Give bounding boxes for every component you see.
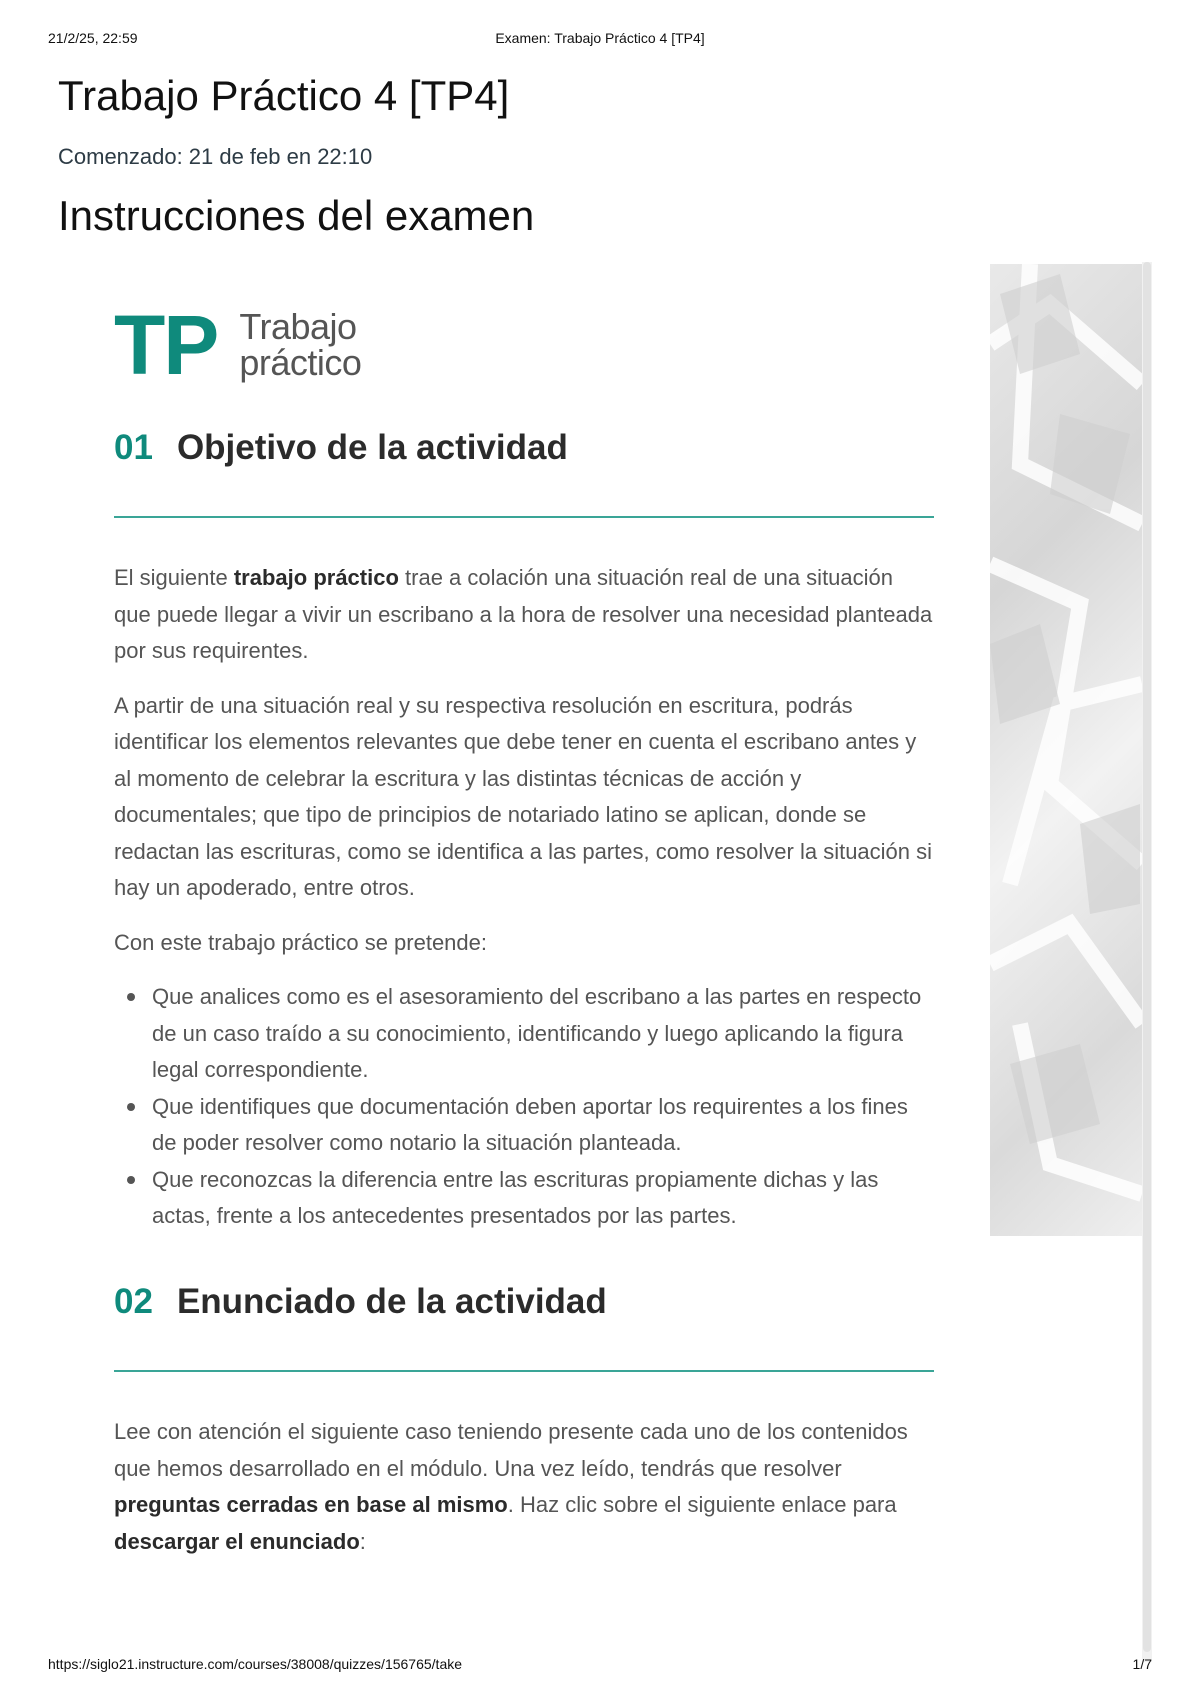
tp-logo-mark: TP xyxy=(114,298,218,392)
objetivo-bullet-list xyxy=(114,979,934,1235)
scrollbar-thumb[interactable] xyxy=(1143,262,1151,1652)
objetivo-paragraph-2: A partir de una situación real y su respectiva resolución en escritura, podrás identificar los elementos relevantes que debe tener en cuenta el escribano antes y al momento de celebrar la escritura y las distintas técnicas de acción y documentales; que tipo de principios de notariado latino se aplican, donde se redactan las escrituras, como se identifica a las partes, como resolver la situación si hay un apoderado, entre otros. xyxy=(114,692,933,900)
instructions-content xyxy=(114,298,934,1554)
tp-logo-text xyxy=(239,306,362,383)
section-title-text: Objetivo de la actividad xyxy=(176,428,568,467)
section-objetivo-title xyxy=(114,428,934,476)
page-title: Trabajo Práctico 4 [TP4] xyxy=(58,72,510,119)
instructions-heading: Instrucciones del examen xyxy=(58,192,535,239)
print-page-number: 1/7 xyxy=(1132,1656,1152,1672)
section-number: 01 xyxy=(114,428,153,467)
print-footer xyxy=(48,1656,1152,1676)
enunciado-paragraph: Lee con atención el siguiente caso teniendo presente cada uno de los contenidos que hemos desarrollado en el módulo. Una vez leído, tendrás que resolver preguntas cerradas en base al mismo. Haz clic sobre el siguiente enlace para descargar el enunciado: xyxy=(114,1419,908,1554)
section-enunciado-title xyxy=(114,1282,934,1330)
print-header xyxy=(48,30,1152,50)
section-number: 02 xyxy=(114,1282,153,1321)
started-value: 21 de feb en 22:10 xyxy=(188,144,373,169)
tp-logo-line2: práctico xyxy=(239,342,362,383)
section-objetivo xyxy=(114,428,934,1235)
section-title-text: Enunciado de la actividad xyxy=(176,1282,607,1321)
list-item: Que reconozcas la diferencia entre las escrituras propiamente dichas y las actas, frente a los antecedentes presentados por las partes. xyxy=(114,1162,934,1235)
print-title: Examen: Trabajo Práctico 4 [TP4] xyxy=(495,30,705,46)
list-item: Que analices como es el asesoramiento del escribano a las partes en respecto de un caso traído a su conocimiento, identificando y luego aplicando la figura legal correspondiente. xyxy=(114,979,934,1089)
print-datetime: 21/2/25, 22:59 xyxy=(48,30,138,46)
section-enunciado xyxy=(114,1282,934,1560)
started-label: Comenzado: xyxy=(58,144,183,169)
section-divider xyxy=(114,1370,934,1372)
objetivo-paragraph-1: El siguiente trabajo práctico trae a colación una situación real de una situación que puede llegar a vivir un escribano a la hora de resolver una necesidad planteada por sus requirentes. xyxy=(114,565,933,663)
print-url: https://siglo21.instructure.com/courses/38008/quizzes/156765/take xyxy=(48,1656,463,1672)
section-divider xyxy=(114,516,934,518)
decorative-side-image xyxy=(990,264,1142,1236)
list-item: Que identifiques que documentación deben aportar los requirentes a los fines de poder resolver como notario la situación planteada. xyxy=(114,1089,934,1162)
started-info xyxy=(58,144,372,170)
abstract-structure-graphic xyxy=(990,264,1142,1236)
objetivo-paragraph-3: Con este trabajo práctico se pretende: xyxy=(114,929,488,955)
tp-logo-line1: Trabajo xyxy=(239,306,357,347)
tp-logo xyxy=(114,300,934,390)
scrollbar[interactable] xyxy=(1142,262,1152,1662)
